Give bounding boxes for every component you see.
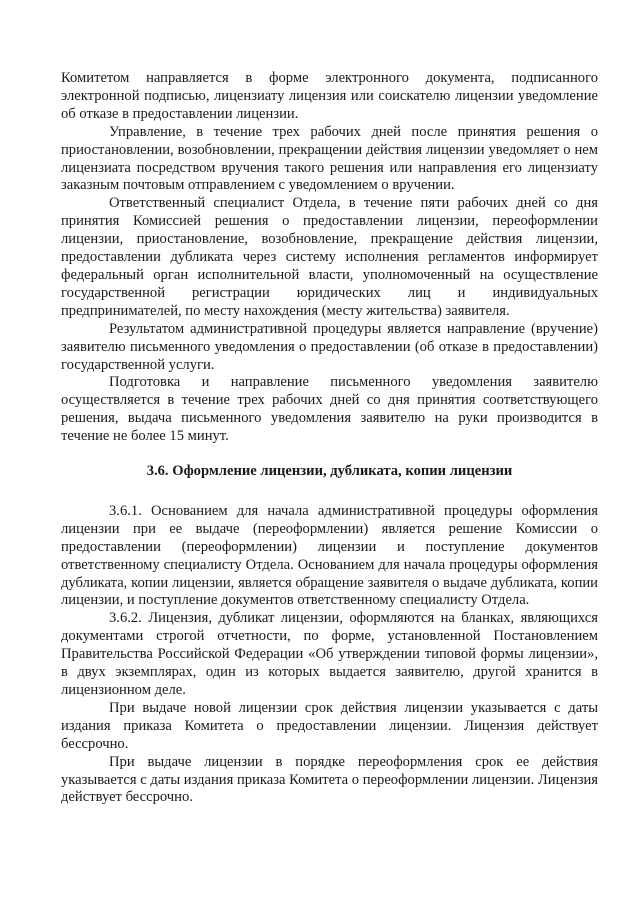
paragraph-4: Результатом административной процедуры является направление (вручение) заявителю письменного уведомления о предоставлении (об отказе в предоставлении) государственной услуги. [61,320,598,373]
paragraph-5: Подготовка и направление письменного уведомления заявителю осуществляется в течение трех рабочих дней со дня принятия соответствующего решения, выдача письменного уведомления заявителю на руки производится в течение не более 15 минут. [61,374,598,445]
paragraph-9: При выдаче лицензии в порядке переоформления срок ее действия указывается с даты издания приказа Комитета о переоформлении лицензии. Лицензия действует бессрочно. [61,753,598,806]
section-heading: 3.6. Оформление лицензии, дубликата, копии лицензии [146,463,513,480]
paragraph-3: Ответственный специалист Отдела, в течение пяти рабочих дней со дня принятия Комиссией решения о предоставлении лицензии, переоформлении лицензии, приостановление, возобновление, прекращение действия лицензии, предоставлении дубликата через систему исполнения регламентов информирует федеральный орган исполнительной власти, уполномоченный на осуществление государственной регистрации юридических лиц и индивидуальных предпринимателей, по месту нахождения (месту жительства) заявителя. [61,195,598,319]
paragraph-1: Комитетом направляется в форме электронного документа, подписанного электронной подписью, лицензиату лицензия или соискателю лицензии уведомление об отказе в предоставлении лицензии. [61,70,598,122]
paragraph-6: 3.6.1. Основанием для начала административной процедуры оформления лицензии при ее выдаче (переоформлении) является решение Комиссии о предоставлении (переоформлении) лицензии и поступление документов ответственному специалисту Отдела. Основанием для начала процедуры оформления дубликата, копии лицензии, является обращение заявителя о выдаче дубликата, копии лицензии, и поступление документов ответственному специалисту Отдела. [61,502,598,609]
document-page [61,70,598,807]
paragraph-7: 3.6.2. Лицензия, дубликат лицензии, оформляются на бланках, являющихся документами строгой отчетности, по форме, установленной Постановлением Правительства Российской Федерации «Об утверждении типовой формы лицензии», в двух экземплярах, один из которых выдается заявителю, другой хранится в лицензионном деле. [61,610,598,698]
paragraph-2: Управление, в течение трех рабочих дней после принятия решения о приостановлении, возобновлении, прекращении действия лицензии уведомляет о нем лицензиата посредством вручения такого решения или направления его лицензиату заказным почтовым отправлением с уведомлением о вручении. [61,123,598,194]
paragraph-8: При выдаче новой лицензии срок действия лицензии указывается с даты издания приказа Комитета о предоставлении лицензии. Лицензия действует бессрочно. [61,699,598,752]
